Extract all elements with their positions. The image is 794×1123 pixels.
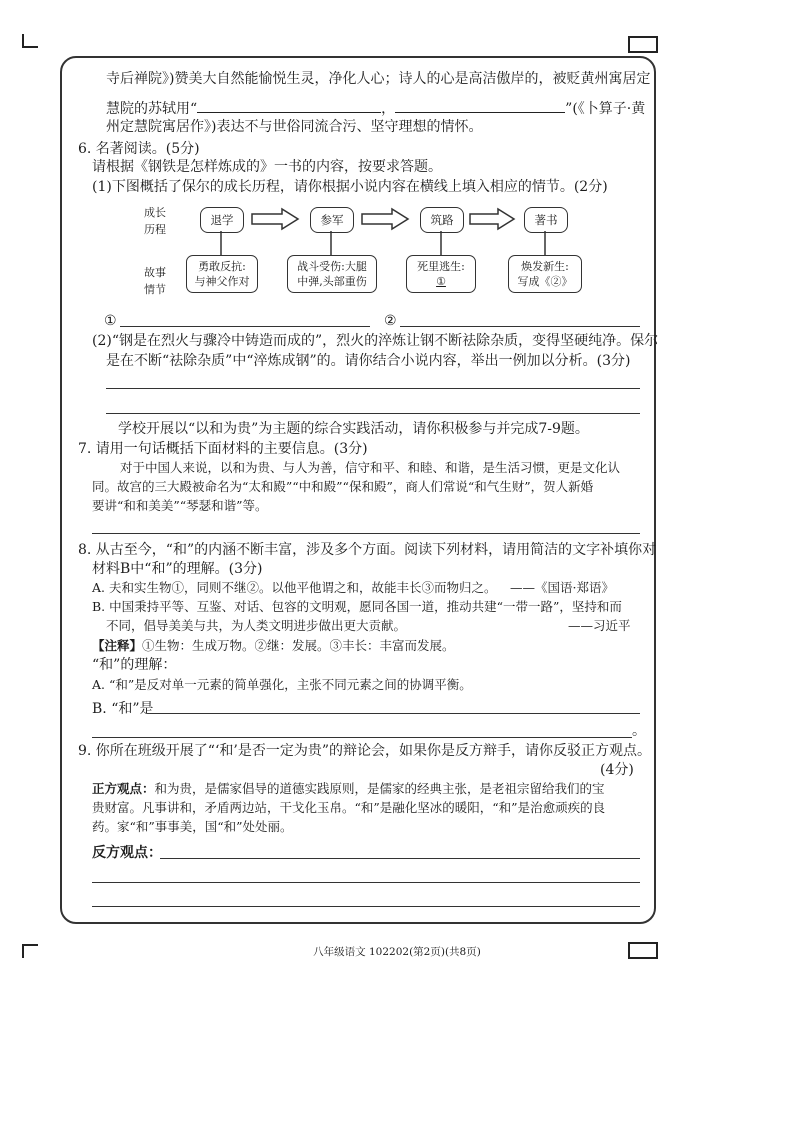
q7-material-line-2: 同。故宫的三大殿被命名为“太和殿”“中和殿”“保和殿”，商人们常说“和气生财”，贺人新婚 (92, 479, 594, 494)
q8-answer-a: A. “和”是反对单一元素的简单强化，主张不同元素之间的协调平衡。 (92, 677, 472, 692)
q5-line-1: 寺后禅院》)赞美大自然能愉悦生灵，净化人心；诗人的心是高洁傲岸的，被贬黄州寓居定 (106, 71, 651, 87)
q5-line-3: 州定慧院寓居作》)表达不与世俗同流合污、坚守理想的情怀。 (106, 119, 483, 135)
q6-answer-line-2[interactable] (106, 413, 640, 414)
stage-enlist: 参军 (310, 207, 354, 233)
q7-answer-line[interactable] (92, 533, 640, 534)
section-intro-7-9: 学校开展以“以和为贵”为主题的综合实践活动，请你积极参与并完成7-9题。 (118, 421, 589, 437)
q6-sub1: (1)下图概括了保尔的成长历程，请你根据小说内容在横线上填入相应的情节。(2分) (92, 179, 608, 195)
q8-answer-end-mark: 。 (632, 723, 646, 739)
stage-writing: 著书 (524, 207, 568, 233)
q8-answer-b-label: B. “和”是 (92, 701, 154, 717)
q8-answer-line-2[interactable] (92, 737, 632, 738)
q8-title-line-1: 8. 从古至今，“和”的内涵不断丰富，涉及多个方面。阅读下列材料，请用简洁的文字补填你对 (78, 542, 657, 558)
q6-sub2-line-1: (2)“钢是在烈火与骤冷中铸造而成的”，烈火的淬炼让钢不断祛除杂质，变得坚硬纯净。保尔 (92, 333, 659, 349)
q9-pro-line-2: 贵财富。凡事讲和，矛盾两边站，干戈化玉帛。“和”是融化坚冰的暖阳，“和”是治愈顽疾的良 (92, 800, 606, 815)
q9-points: (4分) (600, 762, 634, 778)
arrow-1-icon (252, 209, 298, 229)
blank-label-2: ② (384, 313, 397, 329)
q8-material-b-source: ——习近平 (568, 618, 631, 633)
answer-blank-2[interactable] (400, 326, 640, 327)
q7-material-line-1: 对于中国人来说，以和为贵、与人为善，信守和平、和睦、和谐，是生活习惯，更是文化认 (120, 460, 621, 475)
q9-answer-line-3[interactable] (92, 906, 640, 907)
q7-title: 7. 请用一句话概括下面材料的主要信息。(3分) (78, 441, 368, 457)
q9-title: 9. 你所在班级开展了“‘和’是否一定为贵”的辩论会，如果你是反方辩手，请你反驳正方观点。 (78, 743, 652, 759)
page-footer: 八年级语文 102202(第2页)(共8页) (313, 946, 481, 958)
q8-material-a-source: ——《国语·郑语》 (510, 580, 614, 595)
answer-blank-1[interactable] (120, 326, 370, 327)
q8-title-line-2: 材料B中“和”的理解。(3分) (92, 561, 263, 577)
stage-road-building: 筑路 (420, 207, 464, 233)
arrow-3-icon (470, 209, 514, 229)
q8-note: 【注释】①生物：生成万物。②继：发展。③丰长：丰富而发展。 (92, 638, 455, 653)
q6-answer-line-1[interactable] (106, 388, 640, 389)
q6-sub2-line-2: 是在不断“祛除杂质”中“淬炼成钢”的。请你结合小说内容，举出一例加以分析。(3分) (106, 353, 631, 369)
q6-title: 6. 名著阅读。(5分) (78, 141, 200, 157)
q7-material-line-3: 要讲“和和美美”“琴瑟和谐”等。 (92, 498, 268, 513)
plot-box-3: 死里逃生: ① (406, 255, 476, 293)
q6-intro: 请根据《钢铁是怎样炼成的》一书的内容，按要求答题。 (92, 159, 442, 175)
q5-line-2: 慧院的苏轼用“ ， ”(《卜算子·黄 (106, 98, 645, 118)
q8-material-b-line-1: B. 中国秉持平等、互鉴、对话、包容的文明观，愿同各国一道，推动共建“一带一路”，坚持和而 (92, 599, 622, 614)
q9-pro-line-3: 药。家“和”事事美，国“和”处处丽。 (92, 819, 293, 834)
q8-understanding-label: “和”的理解： (92, 657, 177, 673)
plot-box-2: 战斗受伤:大腿 中弹,头部重伤 (287, 255, 377, 293)
q8-material-a: A. 夫和实生物①，同则不继②。以他平他谓之和，故能丰长③而物归之。 (92, 580, 497, 595)
row-label-growth: 成长 历程 (144, 206, 166, 236)
q9-answer-line-2[interactable] (92, 882, 640, 883)
q8-answer-line-1[interactable] (150, 713, 640, 714)
q9-answer-line-1[interactable] (160, 858, 640, 859)
plot-box-4: 焕发新生: 写成《②》 (508, 255, 582, 293)
plot-box-1: 勇敢反抗: 与神父作对 (186, 255, 258, 293)
blank-label-1: ① (104, 313, 117, 329)
q9-pro-line-1: 正方观点：和为贵，是儒家倡导的道德实践原则，是儒家的经典主张，是老祖宗留给我们的宝 (92, 781, 605, 796)
q9-con-label: 反方观点： (92, 845, 162, 861)
row-label-plot: 故事 情节 (144, 266, 166, 296)
arrow-2-icon (362, 209, 408, 229)
q8-material-b-line-2: 不同，倡导美美与共，为人类文明进步做出更大贡献。 (106, 618, 407, 633)
stage-dropout: 退学 (200, 207, 244, 233)
